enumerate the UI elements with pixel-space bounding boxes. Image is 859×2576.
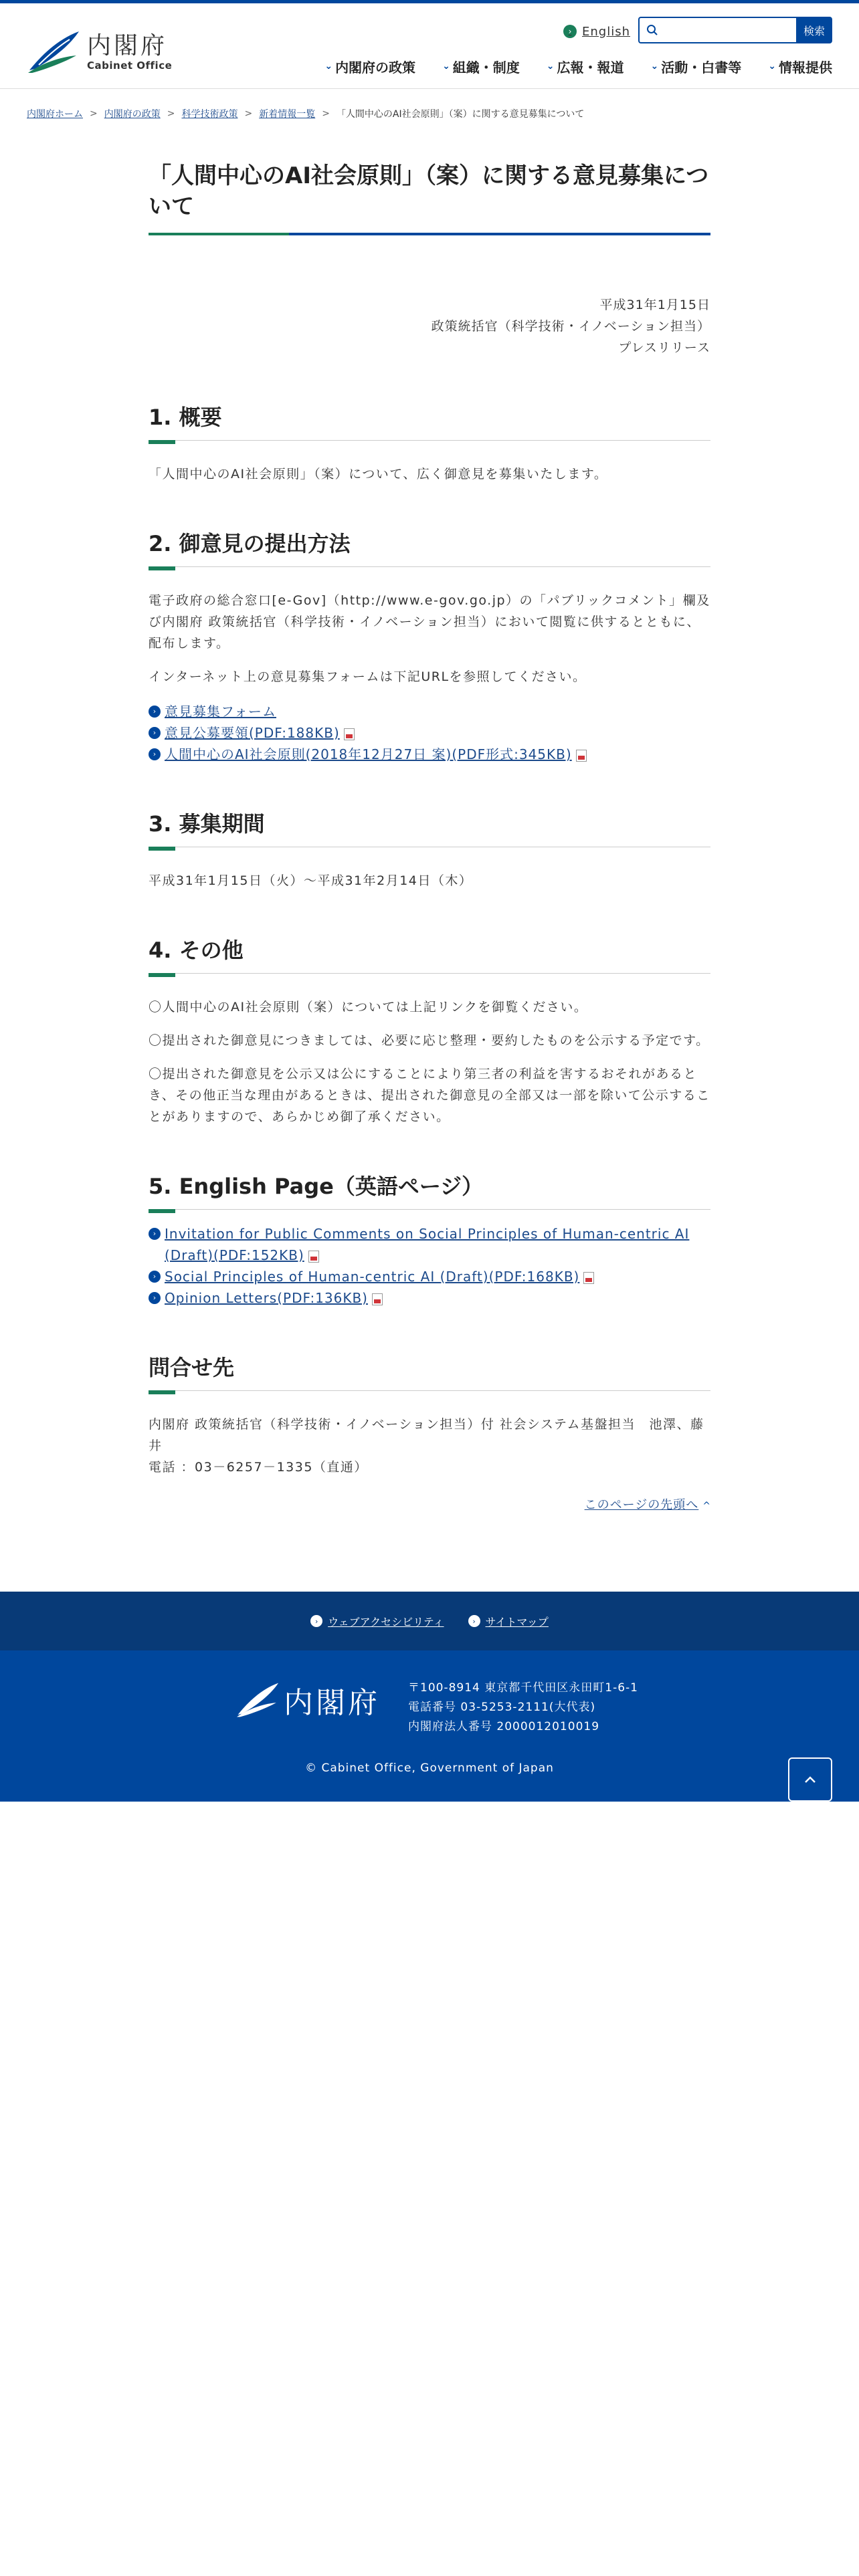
list-item xyxy=(149,1223,710,1266)
press-release-info xyxy=(149,294,710,358)
submission-links xyxy=(149,701,710,765)
release-type: プレスリリース xyxy=(618,340,710,355)
other-text-1: 〇人間中心のAI社会原則（案）については上記リンクを御覧ください。 xyxy=(149,1000,588,1014)
release-date: 平成31年1月15日 xyxy=(599,298,710,312)
ai-principles-draft-pdf-link[interactable]: 人間中心のAI社会原則(2018年12月27日 案)(PDF形式:345KB) xyxy=(165,746,572,762)
chevron-down-icon: ⌄ xyxy=(768,61,776,72)
chevron-right-icon: › xyxy=(468,1615,480,1627)
breadcrumb-separator: > xyxy=(90,108,98,119)
list-item xyxy=(149,722,710,744)
nav-item-organization[interactable] xyxy=(442,56,520,77)
chevron-right-icon: › xyxy=(563,25,577,38)
breadcrumb-link-science-policy[interactable]: 科学技術政策 xyxy=(181,109,238,120)
page-top-link-row xyxy=(149,1495,710,1513)
contact-text xyxy=(149,1414,710,1478)
section-heading-period: 3. 募集期間 xyxy=(149,811,710,847)
nav-item-label: 活動・白書等 xyxy=(661,59,742,76)
page-top-link[interactable]: このページの先頭へ xyxy=(584,1498,699,1512)
overview-text: 「人間中心のAI社会原則」（案）について、広く御意見を募集いたします。 xyxy=(149,467,608,481)
breadcrumb-separator: > xyxy=(167,108,175,119)
nav-item-information[interactable] xyxy=(768,56,832,77)
search-icon xyxy=(646,24,658,36)
copyright: © Cabinet Office, Government of Japan xyxy=(305,1761,554,1775)
chevron-right-icon: › xyxy=(149,706,161,718)
back-to-top-button[interactable] xyxy=(788,1757,832,1802)
footer-link-label: ウェブアクセシビリティ xyxy=(328,1615,444,1628)
section-heading-overview: 1. 概要 xyxy=(149,404,710,441)
submission-url-text: インターネット上の意見募集フォームは下記URLを参照してください。 xyxy=(149,669,587,684)
footer-link-accessibility[interactable] xyxy=(310,1614,444,1629)
section-heading-submission: 2. 御意見の提出方法 xyxy=(149,530,710,567)
nav-item-label: 情報提供 xyxy=(779,59,832,76)
pdf-icon xyxy=(308,1251,319,1263)
opinion-letters-pdf-link[interactable]: Opinion Letters(PDF:136KB) xyxy=(165,1290,368,1306)
footer-link-sitemap[interactable] xyxy=(468,1614,549,1629)
period-text: 平成31年1月15日（火）～平成31年2月14日（木） xyxy=(149,873,473,888)
list-item xyxy=(149,1287,710,1309)
nav-item-label: 内閣府の政策 xyxy=(335,59,416,76)
nav-item-label: 組織・制度 xyxy=(452,59,520,76)
list-item xyxy=(149,744,710,765)
chevron-right-icon: › xyxy=(149,748,161,760)
global-nav xyxy=(298,56,832,77)
other-text-3: 〇提出された御意見を公示又は公にすることにより第三者の利益を害するおそれがあるとき、その他正当な理由があるときは、提出された御意見の全部又は一部を除いて公示することがありますので、あらかじめ御了承ください。 xyxy=(149,1067,710,1124)
english-link[interactable] xyxy=(563,23,630,39)
chevron-right-icon: › xyxy=(149,727,161,739)
guidelines-pdf-link[interactable]: 意見公募要領(PDF:188KB) xyxy=(165,725,340,741)
chevron-up-icon xyxy=(803,1775,817,1784)
submission-text: 電子政府の総合窓口[e-Gov]（http://www.e-gov.go.jp）の「パブリックコメント」欄及び内閣府 政策統括官（科学技術・イノベーション担当）において閲覧に供するとともに、配布します。 xyxy=(149,593,710,651)
logo-english-text: Cabinet Office xyxy=(87,60,173,72)
pdf-icon xyxy=(583,1272,594,1284)
contact-phone: 電話 ：03－6257－1335（直通） xyxy=(149,1460,368,1475)
list-item xyxy=(149,701,710,722)
breadcrumb-link-policies[interactable]: 内閣府の政策 xyxy=(104,109,161,120)
nav-item-label: 広報・報道 xyxy=(557,59,624,76)
breadcrumb-separator: > xyxy=(322,108,330,119)
chevron-up-icon: ^ xyxy=(702,1501,710,1511)
nav-item-activities[interactable] xyxy=(651,56,742,77)
chevron-right-icon: › xyxy=(149,1271,161,1283)
chevron-down-icon: ⌄ xyxy=(324,61,333,72)
nav-item-policies[interactable] xyxy=(324,56,415,77)
logo-japanese-text: 内閣府 xyxy=(87,32,168,60)
footer-logo-text: 内閣府 xyxy=(284,1686,380,1720)
pdf-icon xyxy=(344,728,355,740)
site-header xyxy=(0,3,859,89)
chevron-down-icon: ⌄ xyxy=(650,61,659,72)
footer-main xyxy=(0,1650,859,1802)
english-link-label: English xyxy=(582,24,630,39)
section-heading-english: 5. English Page（英語ページ） xyxy=(149,1173,710,1210)
release-department: 政策統括官（科学技術・イノベーション担当） xyxy=(431,319,710,334)
nav-item-press[interactable] xyxy=(547,56,624,77)
breadcrumb-separator: > xyxy=(244,108,253,119)
section-heading-other: 4. その他 xyxy=(149,937,710,974)
main-content xyxy=(149,154,710,1513)
cabinet-office-emblem-icon xyxy=(27,30,80,74)
breadcrumb-link-news[interactable]: 新着情報一覧 xyxy=(259,109,316,120)
cabinet-office-emblem-icon xyxy=(235,1682,280,1718)
chevron-right-icon: › xyxy=(310,1615,322,1627)
section-heading-contact: 問合せ先 xyxy=(149,1354,710,1391)
pdf-icon xyxy=(372,1293,383,1305)
breadcrumb xyxy=(27,107,584,120)
chevron-right-icon: › xyxy=(149,1228,161,1240)
list-item xyxy=(149,1266,710,1287)
chevron-down-icon: ⌄ xyxy=(546,61,555,72)
site-footer xyxy=(0,1592,859,1802)
breadcrumb-link-home[interactable]: 内閣府ホーム xyxy=(27,109,83,120)
footer-address-block xyxy=(408,1679,638,1737)
footer-address: 〒100-8914 東京都千代田区永田町1-6-1 xyxy=(408,1681,638,1695)
other-text-2: 〇提出された御意見につきましては、必要に応じ整理・要約したものを公示する予定です。 xyxy=(149,1033,710,1048)
principles-english-pdf-link[interactable]: Social Principles of Human-centric AI (Draft)(PDF:168KB) xyxy=(165,1269,580,1285)
english-links xyxy=(149,1223,710,1309)
footer-link-label: サイトマップ xyxy=(485,1615,549,1628)
breadcrumb-current: 「人間中心のAI社会原則」（案）に関する意見募集について xyxy=(336,109,585,120)
chevron-down-icon: ⌄ xyxy=(442,61,450,72)
site-logo[interactable] xyxy=(27,29,174,76)
search-box xyxy=(638,17,796,43)
search-input[interactable] xyxy=(640,18,796,42)
search-form xyxy=(638,17,832,43)
footer-logo[interactable] xyxy=(235,1679,380,1721)
pdf-icon xyxy=(576,750,587,762)
chevron-right-icon: › xyxy=(149,1292,161,1304)
footer-phone: 電話番号 03-5253-2111(大代表) xyxy=(408,1701,596,1714)
contact-department: 内閣府 政策統括官（科学技術・イノベーション担当）付 社会システム基盤担当 池澤、藤井 xyxy=(149,1417,704,1453)
invitation-pdf-link[interactable]: Invitation for Public Comments on Social Principles of Human-centric AI (Draft)(PDF:152KB) xyxy=(165,1226,690,1263)
opinion-form-link[interactable]: 意見募集フォーム xyxy=(165,704,276,720)
page-title: 「人間中心のAI社会原則」（案）に関する意見募集について xyxy=(149,154,710,235)
search-button[interactable]: 検索 xyxy=(796,17,832,43)
footer-corp-number: 内閣府法人番号 2000012010019 xyxy=(408,1720,600,1733)
footer-links xyxy=(0,1592,859,1650)
